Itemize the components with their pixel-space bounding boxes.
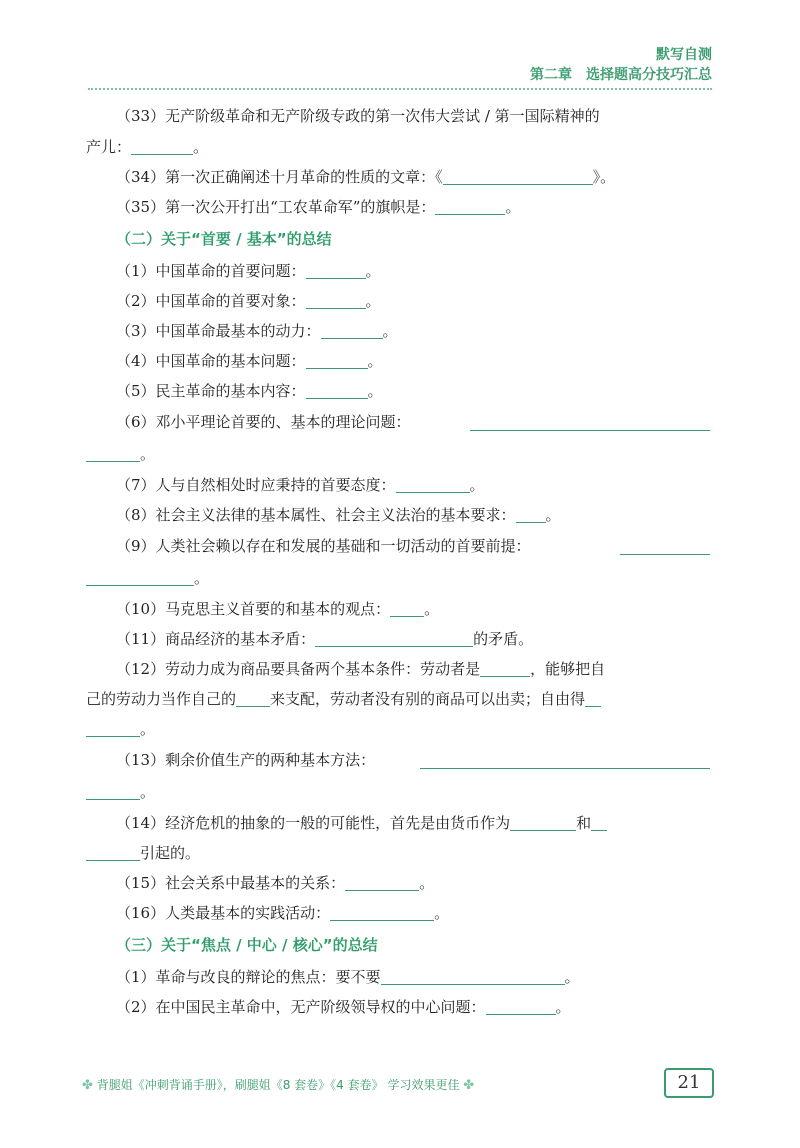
item-text: 来支配，劳动者没有别的商品可以出卖；自由得 [270,690,586,708]
answer-blank[interactable] [381,968,565,985]
item-text: 的矛盾。 [473,630,534,648]
item-text: （6）邓小平理论首要的、基本的理论问题： [116,413,411,431]
item-text: （1）革命与改良的辩论的焦点：要不要 [116,968,381,986]
item-35 [86,192,710,222]
punct: 。 [505,198,521,216]
item-2-13-line2 [86,776,710,808]
item-text: 和 [576,814,592,832]
answer-blank[interactable] [236,690,270,707]
item-3-1 [86,962,710,992]
punct: 。 [140,445,156,463]
header-section-title: 默写自测 [656,47,712,63]
item-3-2 [86,992,710,1022]
answer-blank[interactable] [86,720,140,737]
punct: 。 [367,382,383,400]
item-text: （2）在中国民主革命中，无产阶级领导权的中心问题： [116,998,486,1016]
punct: 》。 [592,168,616,186]
item-2-14-line2 [86,838,710,868]
item-2-12-line1 [86,654,710,684]
item-text: （4）中国革命的基本问题： [116,352,306,370]
item-2-12-line2 [86,684,710,714]
item-text: （10）马克思主义首要的和基本的观点： [116,600,391,618]
item-text: （5）民主革命的基本内容： [116,382,306,400]
answer-blank[interactable] [480,660,530,677]
answer-blank[interactable] [306,292,366,309]
footer-text: 背腿姐《冲刺背诵手册》，刷腿姐《8 套卷》《4 套卷》 学习效果更佳 [96,1078,460,1092]
item-text: （2）中国革命的首要对象： [116,292,306,310]
item-text: （9）人类社会赖以存在和发展的基础和一切活动的首要前提： [116,537,531,555]
answer-blank[interactable] [591,814,607,831]
answer-blank[interactable] [516,506,546,523]
answer-blank[interactable] [315,630,473,647]
item-33-text: 产儿： [86,138,132,156]
item-2-15 [86,868,710,898]
header-divider [88,88,712,90]
item-34-text: （34）第一次正确阐述十月革命的性质的文章：《 [116,168,443,186]
punct: 。 [194,569,210,587]
item-33-line1: （33）无产阶级革命和无产阶级专政的第一次伟大尝试 / 第一国际精神的 [116,107,600,125]
item-text: 引起的。 [140,844,201,862]
punct: 。 [365,262,381,280]
item-2-9-line2 [86,562,710,594]
answer-blank[interactable] [585,690,601,707]
item-text: （14）经济危机的抽象的一般的可能性，首先是由货币作为 [116,814,511,832]
item-33-line2 [86,132,710,162]
item-2-14-line1 [86,808,710,838]
punct: 。 [140,783,156,801]
answer-blank[interactable] [510,814,576,831]
answer-blank[interactable] [306,382,368,399]
item-2-1 [86,256,710,286]
item-2-3 [86,316,710,346]
footer-promo [82,1076,474,1093]
punct: 。 [469,476,485,494]
item-text: （12）劳动力成为商品要具备两个基本条件：劳动者是 [116,660,481,678]
answer-blank[interactable] [306,262,366,279]
item-2-6-line2 [86,438,710,470]
item-2-13-line1 [86,744,710,776]
punct: 。 [545,506,561,524]
answer-blank[interactable] [306,352,368,369]
answer-blank[interactable] [620,538,710,555]
clover-icon: ✤ [82,1078,93,1093]
page-content [86,100,710,1022]
item-text: （3）中国革命最基本的动力： [116,322,321,340]
item-2-16 [86,898,710,928]
item-text: （11）商品经济的基本矛盾： [116,630,316,648]
punct: 。 [434,904,450,922]
header-chapter-title: 第二章 选择题高分技巧汇总 [530,67,712,83]
item-35-text: （35）第一次公开打出“工农革命军”的旗帜是： [116,198,436,216]
punct: 。 [555,998,571,1016]
item-2-9-line1 [86,530,710,562]
answer-blank[interactable] [86,844,140,861]
answer-blank[interactable] [396,476,470,493]
page-number: 21 [664,1068,714,1098]
item-2-10 [86,594,710,624]
item-text: 己的劳动力当作自己的 [86,690,237,708]
answer-blank[interactable] [470,414,710,431]
answer-blank[interactable] [345,874,419,891]
punct: 。 [365,292,381,310]
answer-blank[interactable] [131,138,193,155]
item-text: （15）社会关系中最基本的关系： [116,874,346,892]
punct: 。 [419,874,435,892]
item-2-8 [86,500,710,530]
answer-blank[interactable] [321,322,383,339]
answer-blank[interactable] [86,569,194,586]
item-2-7 [86,470,710,500]
punct: 。 [564,968,580,986]
punct: 。 [424,600,440,618]
item-text: （1）中国革命的首要问题： [116,262,306,280]
item-2-2 [86,286,710,316]
item-text: （7）人与自然相处时应秉持的首要态度： [116,476,396,494]
punct: 。 [140,720,156,738]
punct: 。 [193,138,209,156]
section-heading-2: （二）关于“首要 / 基本”的总结 [116,230,332,248]
item-2-11 [86,624,710,654]
item-text: （13）剩余价值生产的两种基本方法： [116,751,376,769]
answer-blank[interactable] [420,752,710,769]
answer-blank[interactable] [486,998,556,1015]
answer-blank[interactable] [330,904,434,921]
item-text: （8）社会主义法律的基本属性、社会主义法治的基本要求： [116,506,516,524]
answer-blank[interactable] [435,198,505,215]
clover-icon: ✤ [463,1078,475,1093]
punct: 。 [382,322,398,340]
section-heading-3: （三）关于“焦点 / 中心 / 核心”的总结 [116,936,378,954]
item-2-5 [86,376,710,406]
item-text: ，能够把自 [530,660,606,678]
item-2-12-line3 [86,714,710,744]
item-2-4 [86,346,710,376]
item-34 [86,162,710,192]
item-2-6-line1 [86,406,710,438]
punct: 。 [367,352,383,370]
answer-blank[interactable] [390,600,424,617]
answer-blank[interactable] [443,168,593,185]
answer-blank[interactable] [86,445,140,462]
item-text: （16）人类最基本的实践活动： [116,904,331,922]
answer-blank[interactable] [86,783,140,800]
